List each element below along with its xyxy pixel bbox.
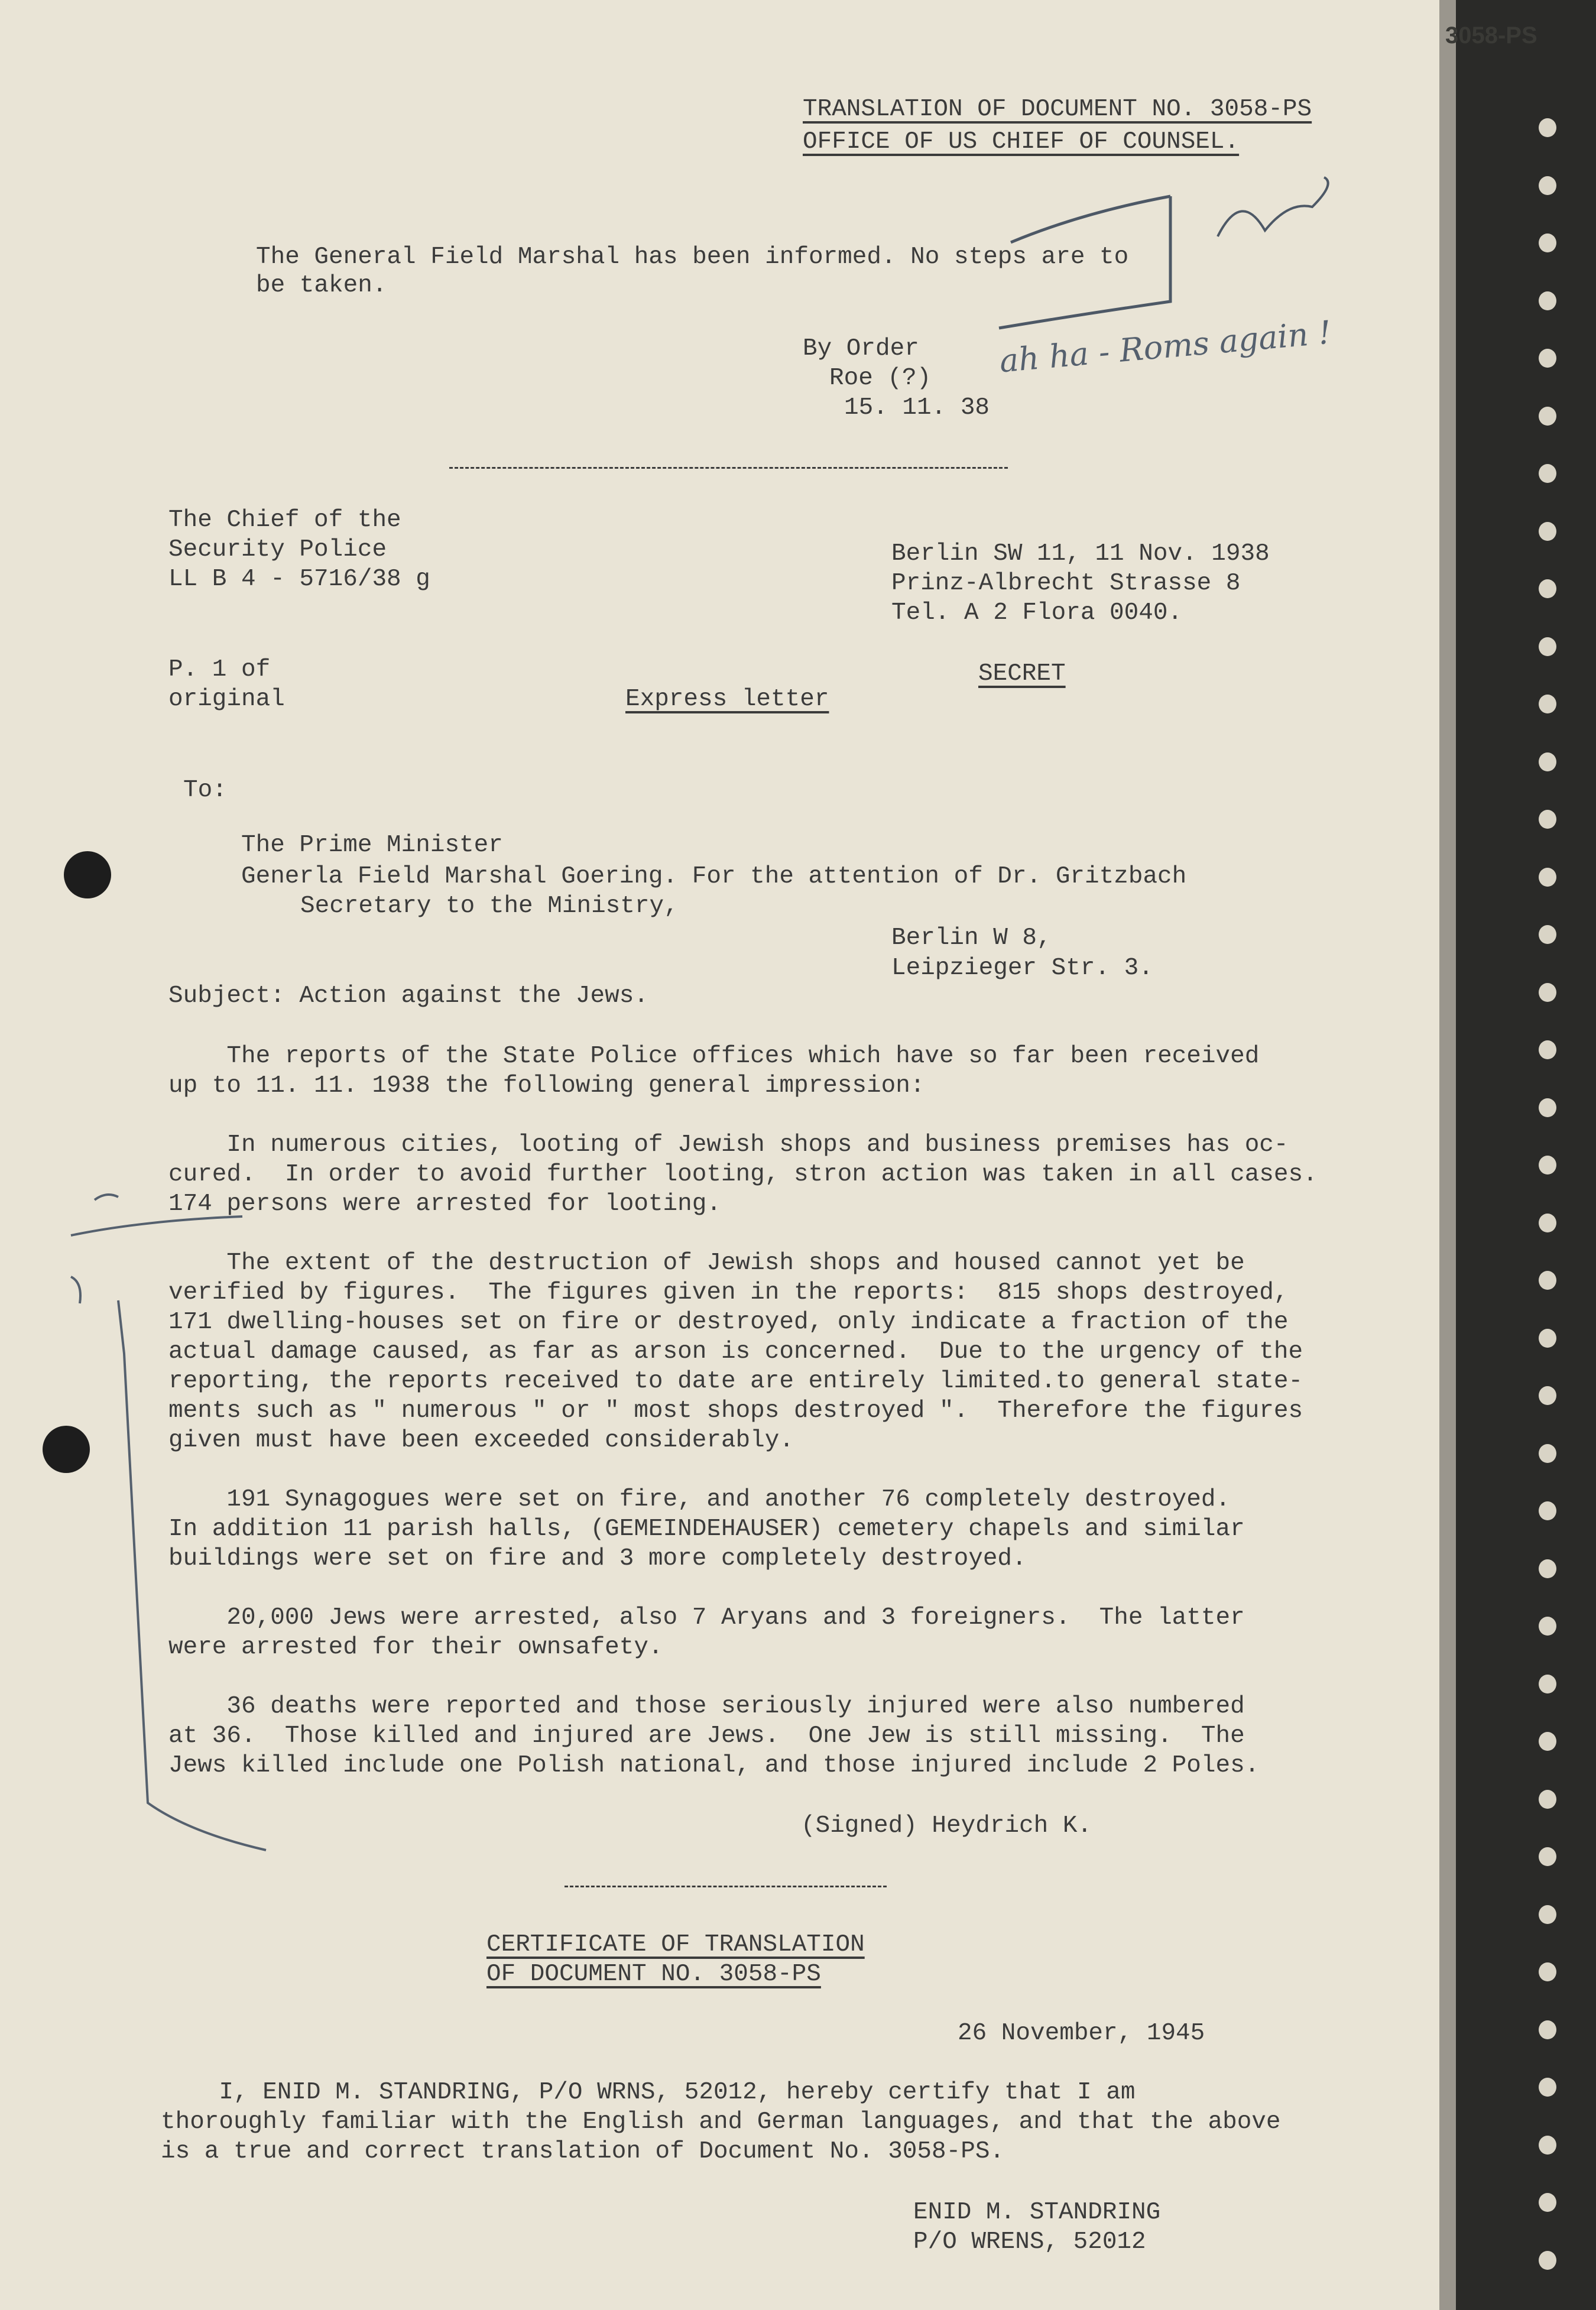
binder-strip	[1439, 0, 1596, 2310]
paragraph-6: 36 deaths were reported and those seriously injured were also numbered at 36. Those killed and injured are Jews. One Jew is still missing. The Jews killed include one Polish national, and those injured include 2 Poles.	[168, 1693, 1260, 1779]
recipient-line-4: Berlin W 8,	[891, 924, 1052, 952]
express-letter-label: Express letter	[625, 686, 829, 713]
binder-hole	[1539, 1501, 1556, 1520]
binder-hole	[1539, 1098, 1556, 1117]
paragraph-4: 191 Synagogues were set on fire, and another 76 completely destroyed. In addition 11 parish halls, (GEMEINDEHAUSER) cemetery chapels and similar buildings were set on fire and 3 more completely destroyed.	[168, 1486, 1245, 1572]
binder-hole	[1539, 464, 1556, 483]
sender-line-1: The Chief of the	[168, 507, 401, 534]
recipient-line-5: Leipzieger Str. 3.	[891, 955, 1153, 982]
binder-hole	[1539, 407, 1556, 426]
binder-hole	[1539, 2193, 1556, 2212]
order-line-2: Roe (?)	[829, 365, 932, 392]
binder-hole	[1539, 2020, 1556, 2039]
binder-hole	[1539, 2078, 1556, 2097]
sender-reference: LL B 4 - 5716/38 g	[168, 566, 430, 593]
binder-hole	[1539, 349, 1556, 368]
binder-hole	[1539, 1040, 1556, 1059]
paragraph-1: The reports of the State Police offices which have so far been received up to 11. 11. 1938 the following general impression:	[168, 1043, 1260, 1099]
binder-hole	[1539, 1329, 1556, 1348]
address-line-2: Prinz-Albrecht Strasse 8	[891, 570, 1241, 597]
note-line-1: The General Field Marshal has been informed. No steps are to	[256, 244, 1129, 271]
binder-hole	[1539, 637, 1556, 656]
binder-hole	[1539, 1847, 1556, 1866]
paragraph-2: In numerous cities, looting of Jewish shops and business premises has oc- cured. In order to avoid further looting, stron action was taken in all cases. 174 persons were arrested for looting.	[168, 1131, 1318, 1218]
binder-hole	[1539, 176, 1556, 195]
punch-hole	[64, 851, 111, 898]
address-line-1: Berlin SW 11, 11 Nov. 1938	[891, 540, 1270, 567]
header-line-2: OFFICE OF US CHIEF OF COUNSEL.	[803, 128, 1240, 155]
certificate-date: 26 November, 1945	[958, 2020, 1205, 2047]
binder-hole	[1539, 983, 1556, 1002]
to-label: To:	[183, 777, 227, 804]
binder-hole	[1539, 1962, 1556, 1981]
binder-hole	[1539, 868, 1556, 887]
certificate-title-1: CERTIFICATE OF TRANSLATION	[486, 1931, 865, 1958]
recipient-line-2: Generla Field Marshal Goering. For the attention of Dr. Gritzbach	[241, 863, 1187, 890]
handwritten-annotation: ah ha - Roms again !	[998, 313, 1333, 380]
certificate-signature-rank: P/O WRENS, 52012	[913, 2228, 1146, 2256]
binder-hole	[1539, 2251, 1556, 2270]
punch-hole	[43, 1426, 90, 1473]
binder-hole	[1539, 1559, 1556, 1578]
binder-hole	[1539, 1156, 1556, 1175]
binder-hole	[1539, 752, 1556, 771]
binder-hole	[1539, 1617, 1556, 1636]
binder-hole	[1539, 118, 1556, 137]
binder-hole	[1539, 579, 1556, 598]
sender-line-2: Security Police	[168, 536, 387, 563]
binder-hole	[1539, 233, 1556, 252]
certificate-body: I, ENID M. STANDRING, P/O WRNS, 52012, hereby certify that I am thoroughly familiar with the English and German languages, and that the above is a true and correct translation of Document No. 3058-PS.	[161, 2079, 1281, 2165]
binder-hole	[1539, 1386, 1556, 1405]
binder-hole	[1539, 1905, 1556, 1924]
certificate-title-2: OF DOCUMENT NO. 3058-PS	[486, 1961, 821, 1988]
certificate-signature-name: ENID M. STANDRING	[913, 2199, 1161, 2226]
binder-hole	[1539, 522, 1556, 541]
signed-line: (Signed) Heydrich K.	[801, 1812, 1092, 1839]
header-line-1: TRANSLATION OF DOCUMENT NO. 3058-PS	[803, 96, 1312, 123]
secret-label: SECRET	[978, 660, 1066, 687]
order-line-1: By Order	[803, 335, 919, 362]
note-line-2: be taken.	[256, 272, 387, 299]
binder-hole	[1539, 1214, 1556, 1232]
recipient-line-1: The Prime Minister	[241, 832, 503, 859]
binder-hole	[1539, 1675, 1556, 1693]
divider-dashed	[565, 1886, 887, 1887]
page-ref-line-2: original	[168, 686, 285, 713]
binder-hole	[1539, 695, 1556, 713]
address-line-3: Tel. A 2 Flora 0040.	[891, 599, 1183, 627]
binder-hole	[1539, 291, 1556, 310]
order-date: 15. 11. 38	[844, 394, 990, 421]
document-number-tab: 3058-PS	[1445, 22, 1537, 48]
paragraph-5: 20,000 Jews were arrested, also 7 Aryans and 3 foreigners. The latter were arrested for their ownsafety.	[168, 1604, 1245, 1661]
subject-line: Subject: Action against the Jews.	[168, 982, 648, 1010]
paragraph-3: The extent of the destruction of Jewish shops and housed cannot yet be verified by figures. The figures given in the reports: 815 shops destroyed, 171 dwelling-houses set on fire or destroyed, only indicate a fraction of the actual damage caused, as far as arson is concerned. Due to the urgency of the reporting, the reports received to date are entirely limited.to general state- ments such as " numerous " or " most shops destroyed ". Therefore the figures given must have been exceeded considerably.	[168, 1250, 1303, 1454]
binder-hole	[1539, 1271, 1556, 1290]
binder-hole	[1539, 925, 1556, 944]
binder-hole	[1539, 1444, 1556, 1463]
binder-hole	[1539, 810, 1556, 829]
binder-hole	[1539, 1790, 1556, 1809]
binder-hole	[1539, 1732, 1556, 1751]
page-ref-line-1: P. 1 of	[168, 656, 271, 683]
divider-dashed	[449, 467, 1008, 469]
recipient-line-3: Secretary to the Ministry,	[300, 893, 679, 920]
binder-hole	[1539, 2136, 1556, 2155]
